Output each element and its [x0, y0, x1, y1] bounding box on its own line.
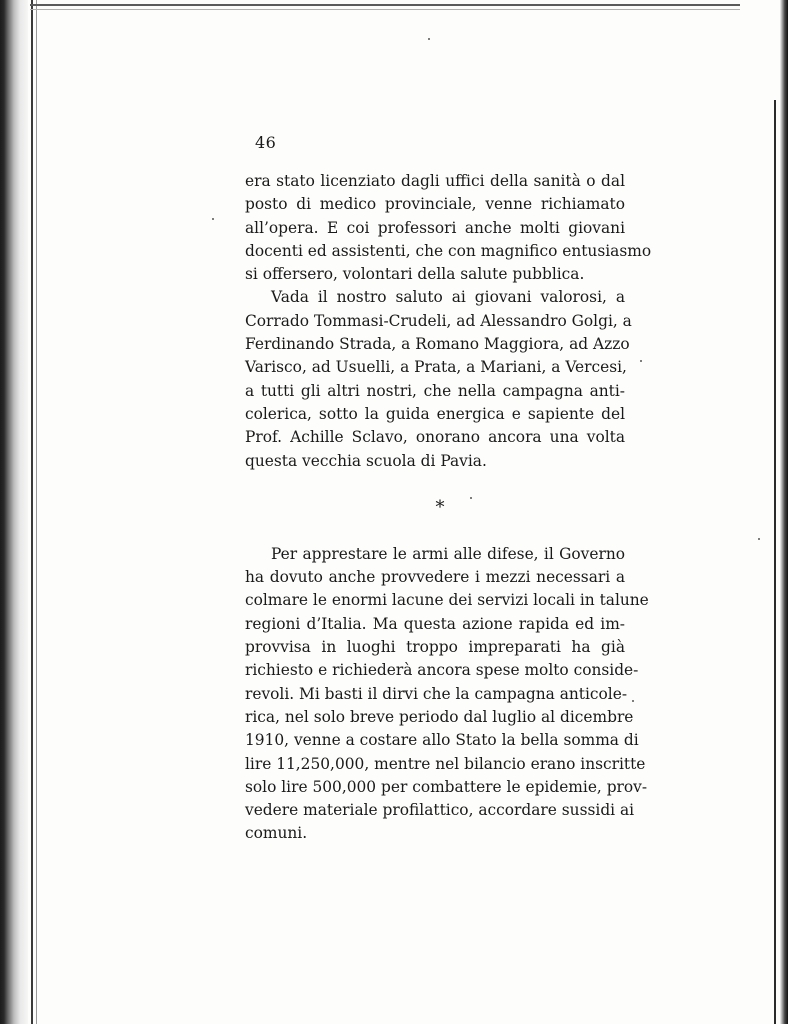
- text-line: solo lire 500,000 per combattere le epidemie, prov-: [245, 777, 648, 796]
- text-line: Prof. Achille Sclavo, onorano ancora una volta: [245, 428, 625, 447]
- text-line: regioni d’Italia. Ma questa azione rapida ed im-: [245, 614, 625, 633]
- section-separator-asterisk: *: [435, 496, 445, 518]
- text-line: rica, nel solo breve periodo dal luglio al dicembre: [245, 707, 634, 726]
- text-line: vedere materiale profilattico, accordare sussidi ai: [245, 801, 635, 820]
- body-text: [245, 170, 652, 846]
- right-page-edge-line: [774, 100, 776, 1024]
- paragraph-3: [245, 543, 649, 846]
- text-line: si offersero, volontari della salute pubblica.: [245, 265, 585, 284]
- text-line: Varisco, ad Usuelli, a Prata, a Mariani, a Vercesi,: [245, 358, 627, 377]
- text-line: colmare le enormi lacune dei servizi locali in talune: [245, 591, 649, 610]
- text-line: 1910, venne a costare allo Stato la bella somma di: [245, 731, 639, 750]
- text-line: posto di medico provinciale, venne richiamato: [245, 195, 625, 214]
- text-line: comuni.: [245, 824, 308, 843]
- paragraph-2: [245, 286, 632, 472]
- text-line: a tutti gli altri nostri, che nella campagna anti-: [245, 381, 625, 400]
- text-line: Per apprestare le armi alle difese, il Governo: [271, 544, 625, 563]
- page-number: 46: [255, 133, 277, 152]
- text-line: questa vecchia scuola di Pavia.: [245, 451, 487, 470]
- text-line: provvisa in luoghi troppo impreparati ha già: [245, 638, 625, 657]
- right-page-edge: [780, 0, 788, 1024]
- paragraph-1: [245, 170, 652, 286]
- text-line: Ferdinando Strada, a Romano Maggiora, ad Azzo: [245, 335, 630, 354]
- book-binding-edge: [0, 0, 28, 1024]
- text-line: era stato licenziato dagli uffici della sanità o dal: [245, 172, 625, 190]
- text-line: richiesto e richiederà ancora spese molto conside-: [245, 661, 639, 680]
- text-line: docenti ed assistenti, che con magnifico entusiasmo: [245, 241, 652, 260]
- top-page-edge-secondary: [30, 9, 740, 10]
- binding-line-secondary: [36, 0, 37, 1024]
- top-page-edge: [30, 4, 740, 6]
- text-line: lire 11,250,000, mentre nel bilancio erano inscritte: [245, 754, 646, 773]
- binding-line: [31, 0, 33, 1024]
- text-line: colerica, sotto la guida energica e sapiente del: [245, 404, 625, 423]
- text-line: ha dovuto anche provvedere i mezzi necessari a: [245, 568, 625, 587]
- text-line: Vada il nostro saluto ai giovani valorosi, a: [271, 288, 625, 307]
- text-line: all’opera. E coi professori anche molti giovani: [245, 218, 625, 237]
- text-line: revoli. Mi basti il dirvi che la campagna anticole-: [245, 684, 628, 703]
- text-line: Corrado Tommasi-Crudeli, ad Alessandro Golgi, a: [245, 311, 632, 330]
